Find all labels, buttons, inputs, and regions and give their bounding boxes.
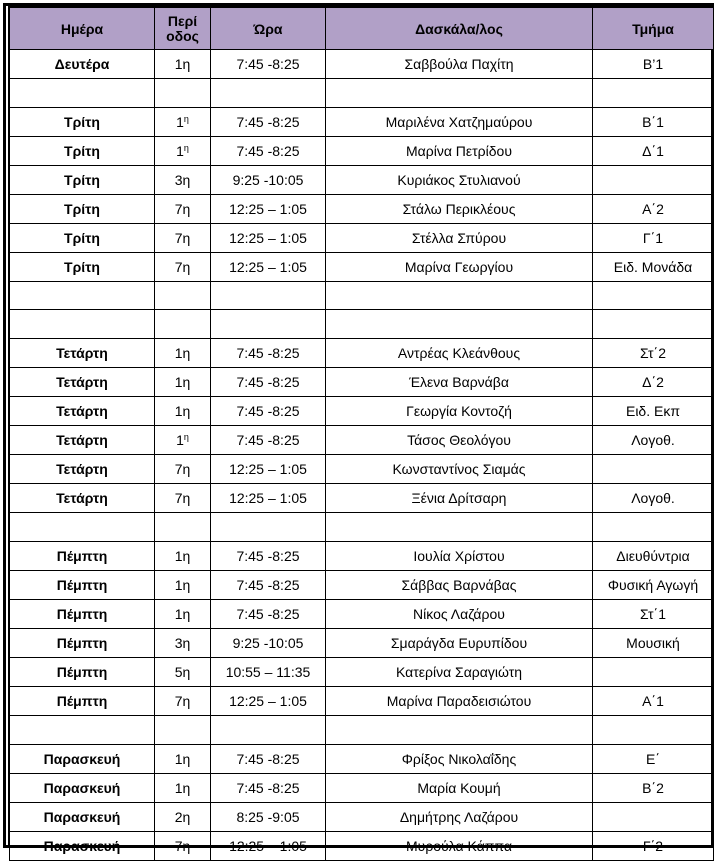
teacher-cell: Ξένια Δρίτσαρη — [326, 484, 593, 513]
period-suffix: η — [182, 345, 191, 361]
table-row — [10, 224, 714, 253]
table-cell — [155, 79, 211, 108]
teacher-cell: Αντρέας Κλεάνθους — [326, 339, 593, 368]
period-number: 1 — [176, 143, 184, 159]
header-period-label: Περί οδος — [166, 12, 199, 44]
time-cell: 10:55 – 11:35 — [211, 658, 326, 687]
teacher-cell: Μαρίνα Γεωργίου — [326, 253, 593, 282]
table-cell — [10, 716, 155, 745]
teacher-cell: Γεωργία Κοντοζή — [326, 397, 593, 426]
day-cell: Παρασκευή — [10, 803, 155, 832]
header-day: Ημέρα — [10, 8, 155, 50]
table-cell — [593, 310, 714, 339]
table-row — [10, 368, 714, 397]
table-cell — [211, 310, 326, 339]
table-cell — [10, 310, 155, 339]
period-cell — [155, 108, 211, 137]
period-suffix: η — [182, 693, 191, 709]
day-cell: Πέμπτη — [10, 687, 155, 716]
day-cell: Πέμπτη — [10, 571, 155, 600]
period-number: 3 — [174, 172, 183, 188]
table-row — [10, 832, 714, 861]
class-cell: Β΄1 — [593, 108, 714, 137]
time-cell: 7:45 -8:25 — [211, 368, 326, 397]
day-cell: Τρίτη — [10, 253, 155, 282]
table-cell — [593, 716, 714, 745]
day-cell: Τρίτη — [10, 195, 155, 224]
header-period — [155, 8, 211, 50]
teacher-cell: Δημήτρης Λαζάρου — [326, 803, 593, 832]
period-number: 7 — [174, 230, 183, 246]
time-cell: 7:45 -8:25 — [211, 571, 326, 600]
table-cell — [155, 513, 211, 542]
table-row — [10, 108, 714, 137]
period-suffix: η — [182, 259, 191, 275]
class-cell: Γ΄1 — [593, 224, 714, 253]
day-cell: Παρασκευή — [10, 745, 155, 774]
table-cell — [326, 282, 593, 310]
day-cell: Τετάρτη — [10, 397, 155, 426]
table-row — [10, 137, 714, 166]
table-cell — [10, 79, 155, 108]
period-cell — [155, 224, 211, 253]
period-cell — [155, 629, 211, 658]
period-suffix: η — [182, 461, 191, 477]
time-cell: 7:45 -8:25 — [211, 137, 326, 166]
table-row — [10, 253, 714, 282]
table-row — [10, 658, 714, 687]
period-suffix: η — [182, 490, 191, 506]
time-cell: 7:45 -8:25 — [211, 339, 326, 368]
period-cell — [155, 339, 211, 368]
day-cell: Τρίτη — [10, 137, 155, 166]
teacher-cell: Κατερίνα Σαραγιώτη — [326, 658, 593, 687]
period-suffix: η — [182, 780, 191, 796]
header-class: Τμήμα — [593, 8, 714, 50]
table-row — [10, 166, 714, 195]
class-cell: Στ΄1 — [593, 600, 714, 629]
period-suffix: η — [182, 606, 191, 622]
time-cell: 12:25 – 1:05 — [211, 484, 326, 513]
period-number: 3 — [174, 635, 183, 651]
time-cell: 7:45 -8:25 — [211, 50, 326, 79]
class-cell: Διευθύντρια — [593, 542, 714, 571]
table-row — [10, 542, 714, 571]
table-cell — [155, 310, 211, 339]
teacher-cell: Σάββας Βαρνάβας — [326, 571, 593, 600]
day-cell: Πέμπτη — [10, 600, 155, 629]
class-cell: Δ΄2 — [593, 368, 714, 397]
class-cell: Α΄2 — [593, 195, 714, 224]
table-row — [10, 426, 714, 455]
table-row — [10, 774, 714, 803]
table-cell — [211, 79, 326, 108]
period-cell — [155, 455, 211, 484]
period-number: 1 — [174, 751, 183, 767]
period-number: 1 — [174, 345, 183, 361]
time-cell: 12:25 – 1:05 — [211, 253, 326, 282]
table-cell — [211, 513, 326, 542]
period-cell — [155, 687, 211, 716]
table-row — [10, 687, 714, 716]
table-cell — [10, 282, 155, 310]
period-suffix: η — [182, 230, 191, 246]
day-cell: Τετάρτη — [10, 455, 155, 484]
table-row — [10, 600, 714, 629]
period-number: 1 — [174, 780, 183, 796]
table-cell — [155, 282, 211, 310]
day-cell: Τετάρτη — [10, 339, 155, 368]
period-cell — [155, 745, 211, 774]
table-row — [10, 745, 714, 774]
teacher-cell: Φρίξος Νικολαΐδης — [326, 745, 593, 774]
separator-row — [10, 513, 714, 542]
separator-row — [10, 716, 714, 745]
table-cell — [326, 513, 593, 542]
teacher-cell: Ιουλία Χρίστου — [326, 542, 593, 571]
period-number: 1 — [174, 56, 183, 72]
period-number: 1 — [176, 432, 184, 448]
table-cell — [211, 282, 326, 310]
period-number: 7 — [174, 838, 183, 854]
table-cell — [155, 716, 211, 745]
period-cell — [155, 774, 211, 803]
period-cell — [155, 195, 211, 224]
period-suffix: η — [182, 751, 191, 767]
table-row — [10, 50, 714, 79]
table-cell — [593, 79, 714, 108]
day-cell: Τρίτη — [10, 224, 155, 253]
separator-row — [10, 310, 714, 339]
day-cell: Τετάρτη — [10, 484, 155, 513]
period-cell — [155, 571, 211, 600]
day-cell: Τρίτη — [10, 108, 155, 137]
table-row — [10, 803, 714, 832]
period-number: 7 — [174, 259, 183, 275]
period-number: 7 — [174, 490, 183, 506]
period-number: 7 — [174, 201, 183, 217]
period-suffix: η — [182, 172, 191, 188]
period-number: 1 — [174, 548, 183, 564]
period-suffix: η — [182, 374, 191, 390]
table-cell — [326, 716, 593, 745]
table-cell — [211, 716, 326, 745]
table-row — [10, 339, 714, 368]
class-cell — [593, 455, 714, 484]
time-cell: 12:25 – 1:05 — [211, 224, 326, 253]
time-cell: 12:25 – 1:05 — [211, 195, 326, 224]
class-cell: Ειδ. Μονάδα — [593, 253, 714, 282]
period-suffix: η — [182, 838, 191, 854]
class-cell: Μουσική — [593, 629, 714, 658]
teacher-cell: Μυρούλα Κάππα — [326, 832, 593, 861]
period-suffix: η — [182, 577, 191, 593]
class-cell: Ειδ. Εκπ — [593, 397, 714, 426]
day-cell: Πέμπτη — [10, 629, 155, 658]
period-number: 7 — [174, 461, 183, 477]
time-cell: 7:45 -8:25 — [211, 542, 326, 571]
period-number: 1 — [174, 374, 183, 390]
period-number: 7 — [174, 693, 183, 709]
period-cell — [155, 253, 211, 282]
teacher-cell: Μαρίνα Παραδεισιώτου — [326, 687, 593, 716]
class-cell: Δ΄1 — [593, 137, 714, 166]
class-cell: Φυσική Αγωγή — [593, 571, 714, 600]
period-cell — [155, 484, 211, 513]
period-cell — [155, 658, 211, 687]
class-cell: Λογοθ. — [593, 484, 714, 513]
teacher-cell: Τάσος Θεολόγου — [326, 426, 593, 455]
teacher-cell: Μαρίνα Πετρίδου — [326, 137, 593, 166]
day-cell: Παρασκευή — [10, 774, 155, 803]
time-cell: 9:25 -10:05 — [211, 629, 326, 658]
period-cell — [155, 426, 211, 455]
table-cell — [10, 513, 155, 542]
period-suffix: η — [182, 56, 191, 72]
class-cell: Β΄2 — [593, 774, 714, 803]
class-cell: Στ΄2 — [593, 339, 714, 368]
teacher-cell: Κυριάκος Στυλιανού — [326, 166, 593, 195]
period-number: 1 — [174, 403, 183, 419]
teacher-cell: Μαρία Κουμή — [326, 774, 593, 803]
time-cell: 12:25 – 1:05 — [211, 687, 326, 716]
day-cell: Πέμπτη — [10, 542, 155, 571]
period-cell — [155, 832, 211, 861]
teacher-cell: Κωνσταντίνος Σιαμάς — [326, 455, 593, 484]
day-cell: Δευτέρα — [10, 50, 155, 79]
period-suffix: η — [182, 548, 191, 564]
period-suffix: η — [182, 809, 191, 825]
table-row — [10, 195, 714, 224]
schedule-table — [9, 7, 714, 861]
class-cell — [593, 803, 714, 832]
class-cell — [593, 658, 714, 687]
header-row — [10, 8, 714, 50]
table-row — [10, 571, 714, 600]
header-teacher: Δασκάλα/λος — [326, 8, 593, 50]
period-suffix: η — [182, 201, 191, 217]
header-time: Ώρα — [211, 8, 326, 50]
day-cell: Τετάρτη — [10, 368, 155, 397]
class-cell: Γ΄2 — [593, 832, 714, 861]
period-cell — [155, 137, 211, 166]
table-cell — [593, 513, 714, 542]
time-cell: 8:25 -9:05 — [211, 803, 326, 832]
period-suffix: η — [183, 143, 189, 153]
period-cell — [155, 542, 211, 571]
time-cell: 7:45 -8:25 — [211, 108, 326, 137]
teacher-cell: Σαββούλα Παχίτη — [326, 50, 593, 79]
period-cell — [155, 600, 211, 629]
table-row — [10, 484, 714, 513]
teacher-cell: Σμαράγδα Ευρυπίδου — [326, 629, 593, 658]
period-number: 1 — [174, 606, 183, 622]
day-cell: Παρασκευή — [10, 832, 155, 861]
time-cell: 7:45 -8:25 — [211, 397, 326, 426]
period-suffix: η — [182, 403, 191, 419]
teacher-cell: Στέλλα Σπύρου — [326, 224, 593, 253]
time-cell: 7:45 -8:25 — [211, 774, 326, 803]
class-cell: Α΄1 — [593, 687, 714, 716]
day-cell: Τετάρτη — [10, 426, 155, 455]
period-cell — [155, 368, 211, 397]
class-cell: Λογοθ. — [593, 426, 714, 455]
period-cell — [155, 803, 211, 832]
teacher-cell: Έλενα Βαρνάβα — [326, 368, 593, 397]
table-row — [10, 629, 714, 658]
class-cell: Ε΄ — [593, 745, 714, 774]
teacher-cell: Νίκος Λαζάρου — [326, 600, 593, 629]
table-cell — [326, 310, 593, 339]
time-cell: 7:45 -8:25 — [211, 426, 326, 455]
table-row — [10, 397, 714, 426]
day-cell: Τρίτη — [10, 166, 155, 195]
time-cell: 9:25 -10:05 — [211, 166, 326, 195]
period-number: 1 — [176, 114, 184, 130]
table-cell — [593, 282, 714, 310]
table-row — [10, 455, 714, 484]
table-cell — [326, 79, 593, 108]
class-cell: Β’1 — [593, 50, 714, 79]
time-cell: 12:25 – 1:05 — [211, 832, 326, 861]
time-cell: 12:25 – 1:05 — [211, 455, 326, 484]
period-cell — [155, 50, 211, 79]
teacher-cell: Στάλω Περικλέους — [326, 195, 593, 224]
period-number: 2 — [174, 809, 183, 825]
time-cell: 7:45 -8:25 — [211, 745, 326, 774]
period-cell — [155, 166, 211, 195]
separator-row — [10, 79, 714, 108]
time-cell: 7:45 -8:25 — [211, 600, 326, 629]
empty-row — [10, 282, 714, 310]
period-number: 1 — [174, 577, 183, 593]
day-cell: Πέμπτη — [10, 658, 155, 687]
period-suffix: η — [182, 635, 191, 651]
class-cell — [593, 166, 714, 195]
period-suffix: η — [182, 664, 191, 680]
period-suffix: η — [183, 114, 189, 124]
period-suffix: η — [183, 432, 189, 442]
teacher-cell: Μαριλένα Χατζημαύρου — [326, 108, 593, 137]
period-cell — [155, 397, 211, 426]
period-number: 5 — [174, 664, 183, 680]
